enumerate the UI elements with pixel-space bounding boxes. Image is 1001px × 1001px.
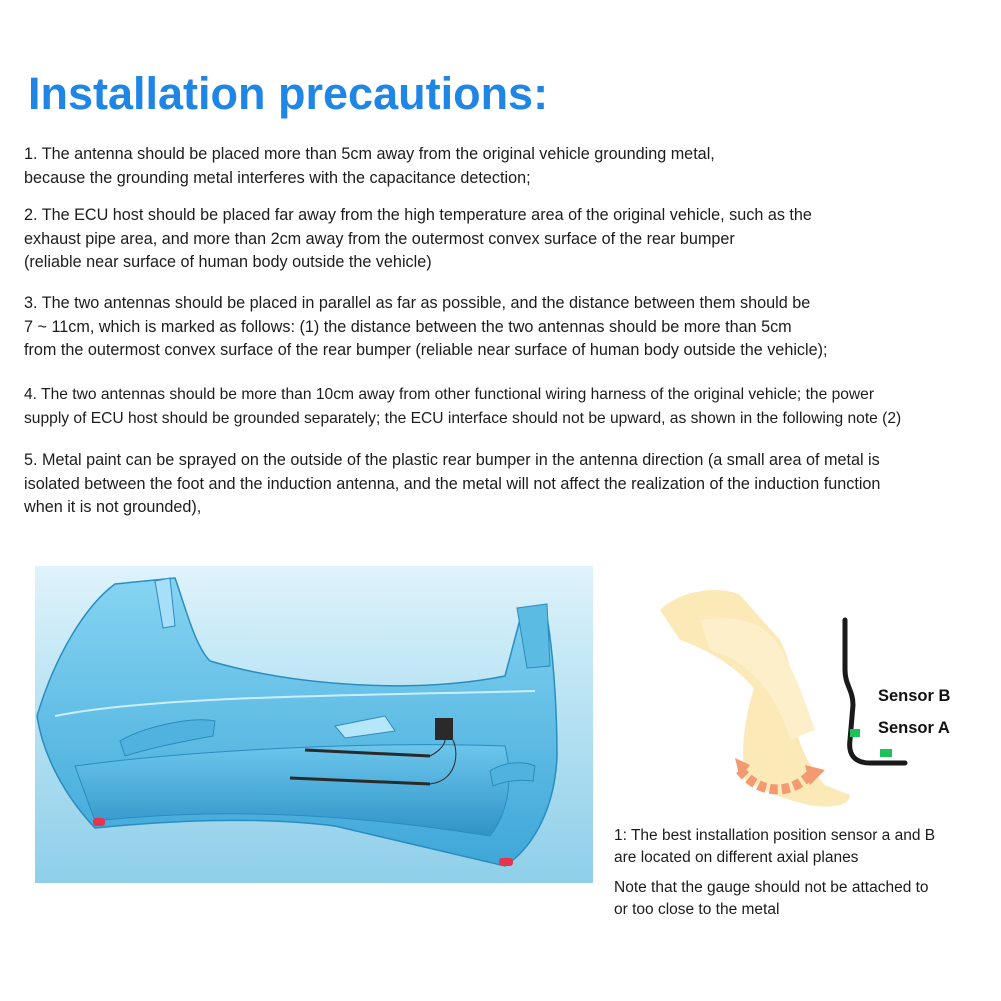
precaution-line: because the grounding metal interferes with the capacitance detection;: [24, 168, 531, 187]
precaution-2: [24, 204, 994, 275]
precaution-line: 1. The antenna should be placed more than 5cm away from the original vehicle grounding metal,: [24, 145, 715, 163]
sensor-a-marker: [880, 749, 892, 757]
sensor-b-label: Sensor B: [878, 687, 951, 705]
page-title: Installation precautions:: [28, 68, 549, 119]
rear-bumper-illustration: [35, 566, 593, 883]
precaution-line: isolated between the foot and the induction antenna, and the metal will not affect the realization of the induction function: [24, 474, 881, 493]
sensor-a-label: Sensor A: [878, 719, 950, 737]
rear-bumper-image: [35, 566, 593, 883]
precaution-4: [24, 383, 994, 430]
note-line: are located on different axial planes: [614, 849, 859, 866]
note-installation-position: [614, 825, 994, 869]
sensor-b-marker: [850, 729, 860, 737]
precaution-line: (reliable near surface of human body outside the vehicle): [24, 253, 432, 271]
note-line: 1: The best installation position sensor a and B: [614, 827, 936, 844]
note-line: or too close to the metal: [614, 901, 780, 918]
reflector-right: [499, 858, 513, 866]
precaution-line: from the outermost convex surface of the rear bumper (reliable near surface of human body outside the vehicle);: [24, 341, 828, 359]
precaution-line: exhaust pipe area, and more than 2cm away from the outermost convex surface of the rear bumper: [24, 229, 735, 248]
precaution-line: 7 ~ 11cm, which is marked as follows: (1) the distance between the two antennas should be more than 5cm: [24, 317, 792, 336]
precaution-line: 4. The two antennas should be more than 10cm away from other functional wiring harness of the original vehicle; the power: [24, 386, 875, 403]
note-metal-warning: [614, 877, 994, 921]
precaution-line: when it is not grounded),: [24, 498, 202, 516]
ecu-box: [435, 718, 453, 740]
reflector-left: [93, 818, 105, 826]
precaution-line: 5. Metal paint can be sprayed on the outside of the plastic rear bumper in the antenna direction (a small area of metal is: [24, 451, 880, 469]
precaution-line: supply of ECU host should be grounded separately; the ECU interface should not be upward, as shown in the following note (2): [24, 409, 902, 427]
precaution-3: [24, 292, 994, 363]
precaution-1: [24, 143, 994, 190]
precaution-line: 2. The ECU host should be placed far away from the high temperature area of the original vehicle, such as the: [24, 206, 812, 224]
precaution-line: 3. The two antennas should be placed in parallel as far as possible, and the distance between them should be: [24, 294, 811, 312]
precaution-5: [24, 449, 994, 520]
note-line: Note that the gauge should not be attached to: [614, 879, 929, 896]
